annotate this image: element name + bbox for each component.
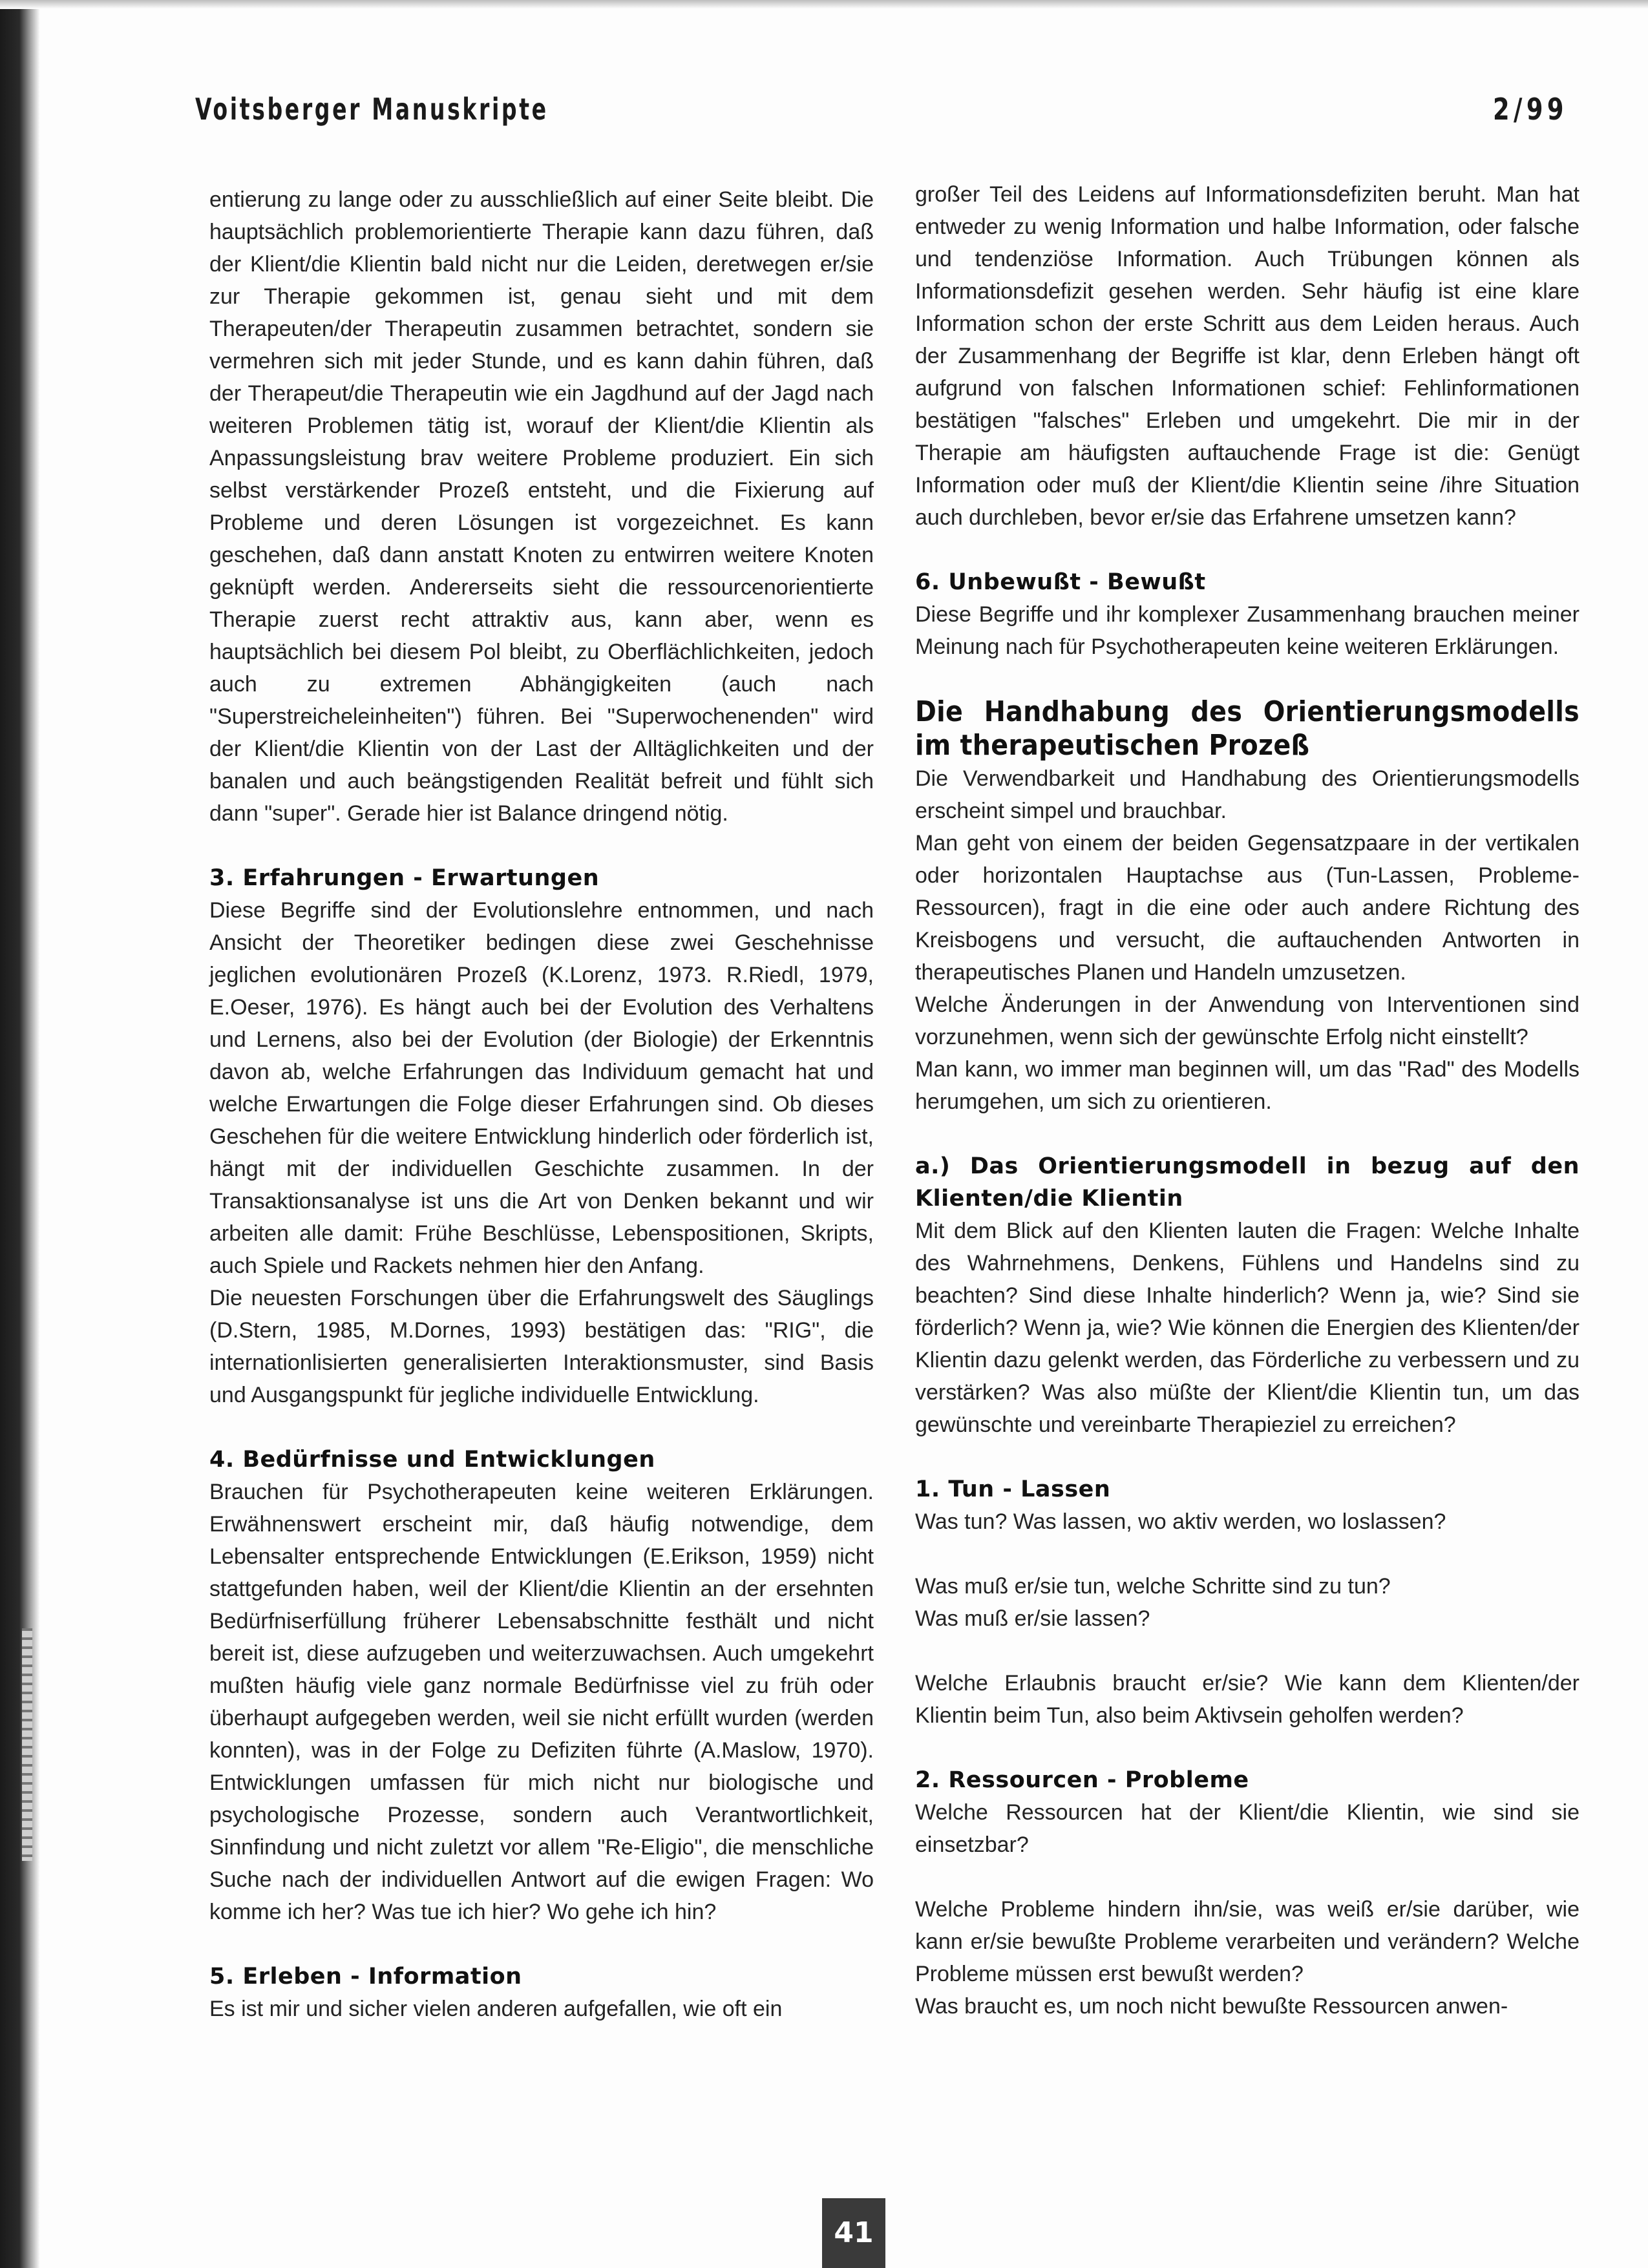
heading-ressourcen-probleme: 2. Ressourcen - Probleme (915, 1767, 1249, 1793)
heading-beduerfnisse-entwicklungen: 4. Bedürfnisse und Entwicklungen (209, 1447, 655, 1473)
heading-orientierungsmodell-klient: a.) Das Orientierungsmodell in bezug auf den Klienten/die Klientin (915, 1153, 1579, 1212)
page (40, 9, 1648, 2268)
paragraph: Diese Begriffe sind der Evolutionslehre entnommen, und nach Ansicht der Theoretiker bedingen diese zwei Geschehnisse jeglichen evolutionären Prozeß (K.Lorenz, 1973. R.Riedl, 1979, E.Oeser, 1976). Es hängt auch bei der Evolution des Verhaltens und Lernens, also bei der Evolution (der Biologie) der Erkenntnis davon ab, welche Erfahrungen das Individuum gemacht hat und welche Erwartungen die Folge dieser Erfahrungen sind. Ob dieses Geschehen für die weitere Entwicklung hinderlich oder förderlich ist, hängt mit der individuellen Geschichte zusammen. In der Transaktionsanalyse ist uns die Art von Denken bekannt und wir arbeiten alle damit: Frühe Beschlüsse, Lebenspositionen, Skripts, auch Spiele und Rackets nehmen hier den Anfang. (209, 898, 874, 1278)
paragraph: Es ist mir und sicher vielen anderen aufgefallen, wie oft ein (209, 1997, 783, 2021)
paragraph: Man kann, wo immer man beginnen will, um das "Rad" des Modells herumgehen, um sich zu orientieren. (915, 1057, 1579, 1114)
heading-erfahrungen-erwartungen: 3. Erfahrungen - Erwartungen (209, 865, 600, 891)
paragraph: Was muß er/sie lassen? (915, 1606, 1150, 1631)
paragraph: Brauchen für Psychotherapeuten keine weiteren Erklärungen. Erwähnenswert erscheint mir, daß häufig notwendige, dem Lebensalter entsprechende Entwicklungen (E.Erikson, 1959) nicht stattgefunden haben, weil der Klient/die Klientin an der ersehnten Bedürfniserfüllung früherer Lebensabschnitte festhält und nicht bereit ist, diese aufzugeben und weiterzuwachsen. Auch umgekehrt mußten häufig viele ganz normale Bedürfnisse viel zu früh oder überhaupt aufgegeben werden, weil sie nicht erfüllt wurden (werden konnten), was in der Folge zu Defiziten führte (A.Maslow, 1970). Entwicklungen umfassen für mich nicht nur biologische und psychologische Prozesse, sondern auch Verantwortlichkeit, Sinnfindung und nicht zuletzt vor allem "Re-Eligio", die menschliche Suche nach der individuellen Antwort auf die ewigen Fragen: Wo komme ich her? Was tue ich hier? Wo gehe ich hin? (209, 1480, 874, 1924)
paragraph: Diese Begriffe und ihr komplexer Zusammenhang brauchen meiner Meinung nach für Psychotherapeuten keine weiteren Erklärungen. (915, 602, 1579, 659)
paragraph: Was muß er/sie tun, welche Schritte sind zu tun? (915, 1574, 1391, 1599)
paragraph: Was tun? Was lassen, wo aktiv werden, wo loslassen? (915, 1509, 1446, 1534)
heading-erleben-information: 5. Erleben - Information (209, 1964, 522, 1990)
paragraph: Mit dem Blick auf den Klienten lauten die Fragen: Welche Inhalte des Wahrnehmens, Denkens, Fühlens und Handelns sind zu beachten? Sind diese Inhalte hinderlich? Wenn ja, wie? Sind sie förderlich? Wenn ja, wie? Wie können die Energien des Klienten/der Klientin dazu gelenkt werden, das Förderliche zu verbessern und zu verstärken? Was also müßte der Klient/die Klientin tun, um das gewünschte und vereinbarte Therapieziel zu erreichen? (915, 1219, 1579, 1437)
paragraph: Die Verwendbarkeit und Handhabung des Orientierungsmodells erscheint simpel und brauchbar. (915, 766, 1579, 823)
paragraph: Die neuesten Forschungen über die Erfahrungswelt des Säuglings (D.Stern, 1985, M.Dornes, 1993) bestätigen das: "RIG", die internationlisierten generalisierten Interaktionsmuster, sind Basis und Ausgangspunkt für jegliche individuelle Entwicklung. (209, 1286, 874, 1407)
paragraph: Was braucht es, um noch nicht bewußte Ressourcen anwen- (915, 1994, 1508, 2019)
paragraph: Welche Erlaubnis braucht er/sie? Wie kann dem Klienten/der Klientin beim Tun, also beim Aktivsein geholfen werden? (915, 1671, 1579, 1728)
paragraph: Welche Probleme hindern ihn/sie, was weiß er/sie darüber, wie kann er/sie bewußte Probleme verarbeiten und verändern? Welche Probleme müssen erst bewußt werden? (915, 1897, 1579, 1986)
paragraph: Welche Änderungen in der Anwendung von Interventionen sind vorzunehmen, wenn sich der gewünschte Erfolg nicht einstellt? (915, 992, 1579, 1049)
heading-tun-lassen: 1. Tun - Lassen (915, 1476, 1111, 1502)
paragraph: Man geht von einem der beiden Gegensatzpaare in der vertikalen oder horizontalen Hauptachse aus (Tun-Lassen, Probleme-Ressourcen), fragt in die eine oder auch andere Richtung des Kreisbogens und versucht, die auftauchenden Antworten in therapeutisches Planen und Handeln umzusetzen. (915, 831, 1579, 985)
paragraph: Welche Ressourcen hat der Klient/die Klientin, wie sind sie einsetzbar? (915, 1800, 1579, 1857)
right-column (915, 178, 1579, 2022)
scan-top-edge (0, 0, 1648, 9)
heading-unbewusst-bewusst: 6. Unbewußt - Bewußt (915, 569, 1206, 595)
section-title-handhabung: Die Handhabung des Orientierungsmodells im therapeutischen Prozeß (915, 695, 1579, 762)
left-column (209, 184, 874, 2025)
scan-binding-edge (0, 0, 40, 2268)
binding-marks (22, 1628, 32, 1861)
issue-number: 2/99 (1493, 92, 1568, 127)
paragraph: großer Teil des Leidens auf Informationsdefiziten beruht. Man hat entweder zu wenig Information und halbe Information, oder falsche und tendenziöse Information. Auch Trübungen können als Informationsdefizit gesehen werden. Sehr häufig ist eine klare Information schon der erste Schritt aus dem Leiden heraus. Auch der Zusammenhang der Begriffe ist klar, denn Erleben hängt oft aufgrund von falschen Informationen schief: Fehlinformationen bestätigen "falsches" Erleben und umgekehrt. Die mir in der Therapie am häufigsten auftauchende Frage ist die: Genügt Information oder muß der Klient/die Klientin seine /ihre Situation auch durchleben, bevor er/sie das Erfahrene umsetzen kann? (915, 182, 1579, 530)
page-number: 41 (822, 2198, 885, 2268)
journal-title: Voitsberger Manuskripte (195, 92, 549, 127)
paragraph: entierung zu lange oder zu ausschließlich auf einer Seite bleibt. Die hauptsächlich problemorientierte Therapie kann dazu führen, daß der Klient/die Klientin bald nicht nur die Leiden, deretwegen er/sie zur Therapie gekommen ist, genau sieht und mit dem Therapeuten/der Therapeutin zusammen betrachtet, sondern sie vermehren sich mit jeder Stunde, und es kann dahin führen, daß der Therapeut/die Therapeutin wie ein Jagdhund auf der Jagd nach weiteren Problemen tätig ist, worauf der Klient/die Klientin als Anpassungsleistung brav weitere Probleme produziert. Ein sich selbst verstärkender Prozeß entsteht, und die Fixierung auf Probleme und deren Lösungen ist vorgezeichnet. Es kann geschehen, daß dann anstatt Knoten zu entwirren weitere Knoten geknüpft werden. Andererseits sieht die ressourcenorientierte Therapie zuerst recht attraktiv aus, kann aber, wenn es hauptsächlich bei diesem Pol bleibt, zu Oberflächlichkeiten, jedoch auch zu extremen Abhängigkeiten (auch nach "Superstreicheleinheiten") führen. Bei "Superwochenenden" wird der Klient/die Klientin von der Last der Alltäglichkeiten und der banalen und auch beängstigenden Realität befreit und fühlt sich dann "super". Gerade hier ist Balance dringend nötig. (209, 187, 874, 826)
